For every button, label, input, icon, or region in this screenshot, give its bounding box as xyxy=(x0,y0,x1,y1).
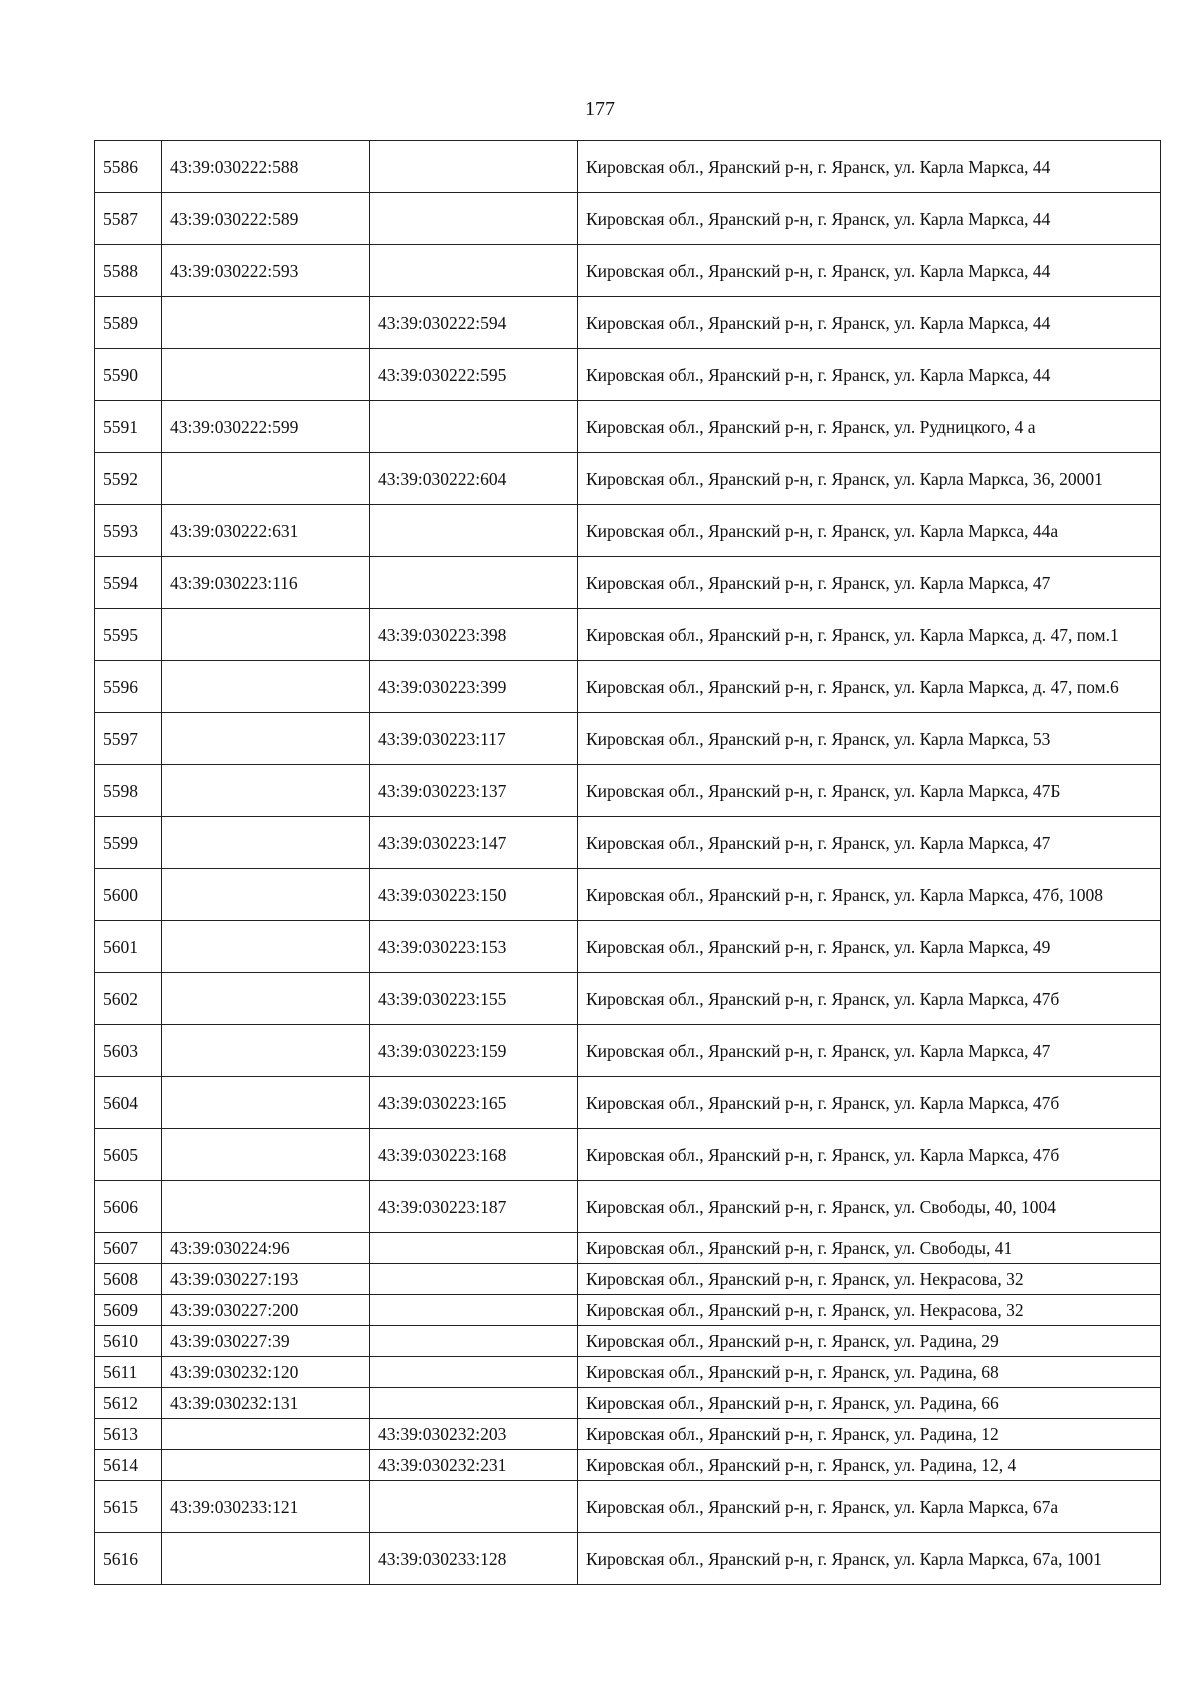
row-number-cell: 5590 xyxy=(95,349,162,401)
row-number-cell: 5603 xyxy=(95,1025,162,1077)
address-cell: Кировская обл., Яранский р-н, г. Яранск, ул. Карла Маркса, 47 xyxy=(578,1025,1161,1077)
cadastral-number-cell xyxy=(162,297,370,349)
cadastral-number-cell xyxy=(162,869,370,921)
cadastral-number-cell xyxy=(162,921,370,973)
cadastral-number-cell: 43:39:030233:121 xyxy=(162,1481,370,1533)
table-row xyxy=(95,817,1161,869)
address-cell: Кировская обл., Яранский р-н, г. Яранск, ул. Карла Маркса, 47б, 1008 xyxy=(578,869,1161,921)
row-number-cell: 5589 xyxy=(95,297,162,349)
cadastral-number-cell xyxy=(162,609,370,661)
cadastral-number-cell xyxy=(162,817,370,869)
table-row xyxy=(95,1533,1161,1585)
row-number-cell: 5598 xyxy=(95,765,162,817)
cadastral-number-cell xyxy=(162,765,370,817)
registry-table-body xyxy=(95,141,1161,1585)
address-cell: Кировская обл., Яранский р-н, г. Яранск, ул. Радина, 12 xyxy=(578,1419,1161,1450)
cadastral-number-alt-cell: 43:39:030223:398 xyxy=(370,609,578,661)
row-number-cell: 5600 xyxy=(95,869,162,921)
cadastral-number-alt-cell xyxy=(370,141,578,193)
address-cell: Кировская обл., Яранский р-н, г. Яранск, ул. Карла Маркса, 44 xyxy=(578,193,1161,245)
cadastral-number-alt-cell xyxy=(370,1357,578,1388)
table-row xyxy=(95,1264,1161,1295)
address-cell: Кировская обл., Яранский р-н, г. Яранск, ул. Карла Маркса, 53 xyxy=(578,713,1161,765)
row-number-cell: 5613 xyxy=(95,1419,162,1450)
cadastral-number-cell: 43:39:030222:599 xyxy=(162,401,370,453)
cadastral-number-cell xyxy=(162,661,370,713)
row-number-cell: 5588 xyxy=(95,245,162,297)
cadastral-number-cell xyxy=(162,1025,370,1077)
row-number-cell: 5602 xyxy=(95,973,162,1025)
cadastral-number-cell xyxy=(162,349,370,401)
address-cell: Кировская обл., Яранский р-н, г. Яранск, ул. Радина, 29 xyxy=(578,1326,1161,1357)
table-row xyxy=(95,1295,1161,1326)
address-cell: Кировская обл., Яранский р-н, г. Яранск, ул. Радина, 68 xyxy=(578,1357,1161,1388)
row-number-cell: 5599 xyxy=(95,817,162,869)
cadastral-registry-table xyxy=(94,140,1161,1585)
table-row xyxy=(95,1419,1161,1450)
cadastral-number-cell xyxy=(162,713,370,765)
cadastral-number-alt-cell: 43:39:030223:165 xyxy=(370,1077,578,1129)
cadastral-number-cell xyxy=(162,1533,370,1585)
table-row xyxy=(95,193,1161,245)
cadastral-number-cell xyxy=(162,1450,370,1481)
row-number-cell: 5616 xyxy=(95,1533,162,1585)
cadastral-number-alt-cell: 43:39:030222:594 xyxy=(370,297,578,349)
cadastral-number-cell: 43:39:030227:39 xyxy=(162,1326,370,1357)
address-cell: Кировская обл., Яранский р-н, г. Яранск, ул. Радина, 12, 4 xyxy=(578,1450,1161,1481)
cadastral-number-alt-cell xyxy=(370,193,578,245)
row-number-cell: 5596 xyxy=(95,661,162,713)
row-number-cell: 5586 xyxy=(95,141,162,193)
table-row xyxy=(95,609,1161,661)
page-number: 177 xyxy=(585,98,615,120)
address-cell: Кировская обл., Яранский р-н, г. Яранск, ул. Карла Маркса, 67а, 1001 xyxy=(578,1533,1161,1585)
table-row xyxy=(95,401,1161,453)
cadastral-number-alt-cell xyxy=(370,245,578,297)
cadastral-number-alt-cell xyxy=(370,1264,578,1295)
address-cell: Кировская обл., Яранский р-н, г. Яранск, ул. Карла Маркса, 44 xyxy=(578,349,1161,401)
cadastral-number-cell: 43:39:030222:631 xyxy=(162,505,370,557)
cadastral-number-alt-cell: 43:39:030223:137 xyxy=(370,765,578,817)
cadastral-number-alt-cell: 43:39:030223:155 xyxy=(370,973,578,1025)
row-number-cell: 5615 xyxy=(95,1481,162,1533)
address-cell: Кировская обл., Яранский р-н, г. Яранск, ул. Карла Маркса, 36, 20001 xyxy=(578,453,1161,505)
address-cell: Кировская обл., Яранский р-н, г. Яранск, ул. Карла Маркса, 44а xyxy=(578,505,1161,557)
table-row xyxy=(95,661,1161,713)
cadastral-number-alt-cell xyxy=(370,1233,578,1264)
address-cell: Кировская обл., Яранский р-н, г. Яранск, ул. Карла Маркса, 47б xyxy=(578,1129,1161,1181)
cadastral-number-cell: 43:39:030232:131 xyxy=(162,1388,370,1419)
cadastral-number-cell xyxy=(162,1419,370,1450)
cadastral-number-cell: 43:39:030227:200 xyxy=(162,1295,370,1326)
table-row xyxy=(95,453,1161,505)
table-row xyxy=(95,297,1161,349)
cadastral-number-alt-cell: 43:39:030223:187 xyxy=(370,1181,578,1233)
table-row xyxy=(95,1357,1161,1388)
cadastral-number-cell: 43:39:030222:588 xyxy=(162,141,370,193)
address-cell: Кировская обл., Яранский р-н, г. Яранск, ул. Карла Маркса, 47Б xyxy=(578,765,1161,817)
cadastral-number-alt-cell: 43:39:030232:203 xyxy=(370,1419,578,1450)
table-row xyxy=(95,1326,1161,1357)
row-number-cell: 5610 xyxy=(95,1326,162,1357)
address-cell: Кировская обл., Яранский р-н, г. Яранск, ул. Карла Маркса, 44 xyxy=(578,141,1161,193)
cadastral-number-alt-cell: 43:39:030223:153 xyxy=(370,921,578,973)
address-cell: Кировская обл., Яранский р-н, г. Яранск, ул. Карла Маркса, 47 xyxy=(578,557,1161,609)
cadastral-number-cell xyxy=(162,973,370,1025)
cadastral-number-alt-cell xyxy=(370,1326,578,1357)
table-row xyxy=(95,1129,1161,1181)
address-cell: Кировская обл., Яранский р-н, г. Яранск, ул. Карла Маркса, 44 xyxy=(578,245,1161,297)
row-number-cell: 5593 xyxy=(95,505,162,557)
cadastral-number-cell: 43:39:030222:589 xyxy=(162,193,370,245)
cadastral-number-cell xyxy=(162,453,370,505)
table-row xyxy=(95,557,1161,609)
address-cell: Кировская обл., Яранский р-н, г. Яранск, ул. Некрасова, 32 xyxy=(578,1264,1161,1295)
table-row xyxy=(95,869,1161,921)
cadastral-number-cell: 43:39:030232:120 xyxy=(162,1357,370,1388)
address-cell: Кировская обл., Яранский р-н, г. Яранск, ул. Карла Маркса, 67а xyxy=(578,1481,1161,1533)
row-number-cell: 5607 xyxy=(95,1233,162,1264)
row-number-cell: 5604 xyxy=(95,1077,162,1129)
address-cell: Кировская обл., Яранский р-н, г. Яранск, ул. Карла Маркса, 44 xyxy=(578,297,1161,349)
row-number-cell: 5591 xyxy=(95,401,162,453)
cadastral-number-alt-cell xyxy=(370,1481,578,1533)
cadastral-number-cell: 43:39:030222:593 xyxy=(162,245,370,297)
address-cell: Кировская обл., Яранский р-н, г. Яранск, ул. Некрасова, 32 xyxy=(578,1295,1161,1326)
table-row xyxy=(95,973,1161,1025)
row-number-cell: 5601 xyxy=(95,921,162,973)
table-row xyxy=(95,245,1161,297)
cadastral-number-alt-cell: 43:39:030222:604 xyxy=(370,453,578,505)
cadastral-number-cell xyxy=(162,1181,370,1233)
cadastral-number-alt-cell: 43:39:030223:117 xyxy=(370,713,578,765)
row-number-cell: 5609 xyxy=(95,1295,162,1326)
row-number-cell: 5614 xyxy=(95,1450,162,1481)
row-number-cell: 5606 xyxy=(95,1181,162,1233)
table-row xyxy=(95,1025,1161,1077)
row-number-cell: 5587 xyxy=(95,193,162,245)
cadastral-number-alt-cell: 43:39:030223:168 xyxy=(370,1129,578,1181)
cadastral-number-cell: 43:39:030223:116 xyxy=(162,557,370,609)
cadastral-number-alt-cell: 43:39:030223:399 xyxy=(370,661,578,713)
cadastral-number-cell xyxy=(162,1077,370,1129)
row-number-cell: 5612 xyxy=(95,1388,162,1419)
address-cell: Кировская обл., Яранский р-н, г. Яранск, ул. Карла Маркса, 47б xyxy=(578,1077,1161,1129)
cadastral-number-cell xyxy=(162,1129,370,1181)
address-cell: Кировская обл., Яранский р-н, г. Яранск, ул. Свободы, 41 xyxy=(578,1233,1161,1264)
row-number-cell: 5595 xyxy=(95,609,162,661)
cadastral-number-alt-cell xyxy=(370,1388,578,1419)
address-cell: Кировская обл., Яранский р-н, г. Яранск, ул. Карла Маркса, д. 47, пом.6 xyxy=(578,661,1161,713)
address-cell: Кировская обл., Яранский р-н, г. Яранск, ул. Карла Маркса, 47б xyxy=(578,973,1161,1025)
cadastral-number-alt-cell: 43:39:030232:231 xyxy=(370,1450,578,1481)
table-row xyxy=(95,1233,1161,1264)
table-row xyxy=(95,713,1161,765)
table-row xyxy=(95,349,1161,401)
row-number-cell: 5605 xyxy=(95,1129,162,1181)
address-cell: Кировская обл., Яранский р-н, г. Яранск, ул. Карла Маркса, 47 xyxy=(578,817,1161,869)
cadastral-number-alt-cell: 43:39:030223:147 xyxy=(370,817,578,869)
cadastral-number-cell: 43:39:030224:96 xyxy=(162,1233,370,1264)
row-number-cell: 5594 xyxy=(95,557,162,609)
address-cell: Кировская обл., Яранский р-н, г. Яранск, ул. Карла Маркса, д. 47, пом.1 xyxy=(578,609,1161,661)
table-row xyxy=(95,505,1161,557)
cadastral-number-alt-cell xyxy=(370,1295,578,1326)
table-row xyxy=(95,1077,1161,1129)
table-row xyxy=(95,1481,1161,1533)
cadastral-number-alt-cell: 43:39:030223:150 xyxy=(370,869,578,921)
row-number-cell: 5592 xyxy=(95,453,162,505)
row-number-cell: 5611 xyxy=(95,1357,162,1388)
cadastral-number-alt-cell xyxy=(370,557,578,609)
address-cell: Кировская обл., Яранский р-н, г. Яранск, ул. Рудницкого, 4 а xyxy=(578,401,1161,453)
address-cell: Кировская обл., Яранский р-н, г. Яранск, ул. Карла Маркса, 49 xyxy=(578,921,1161,973)
cadastral-number-alt-cell xyxy=(370,505,578,557)
cadastral-number-alt-cell: 43:39:030223:159 xyxy=(370,1025,578,1077)
table-row xyxy=(95,1388,1161,1419)
row-number-cell: 5608 xyxy=(95,1264,162,1295)
cadastral-number-alt-cell: 43:39:030233:128 xyxy=(370,1533,578,1585)
address-cell: Кировская обл., Яранский р-н, г. Яранск, ул. Свободы, 40, 1004 xyxy=(578,1181,1161,1233)
address-cell: Кировская обл., Яранский р-н, г. Яранск, ул. Радина, 66 xyxy=(578,1388,1161,1419)
cadastral-number-alt-cell xyxy=(370,401,578,453)
table-row xyxy=(95,1450,1161,1481)
table-row xyxy=(95,141,1161,193)
row-number-cell: 5597 xyxy=(95,713,162,765)
table-row xyxy=(95,921,1161,973)
table-row xyxy=(95,765,1161,817)
cadastral-number-cell: 43:39:030227:193 xyxy=(162,1264,370,1295)
table-row xyxy=(95,1181,1161,1233)
cadastral-number-alt-cell: 43:39:030222:595 xyxy=(370,349,578,401)
